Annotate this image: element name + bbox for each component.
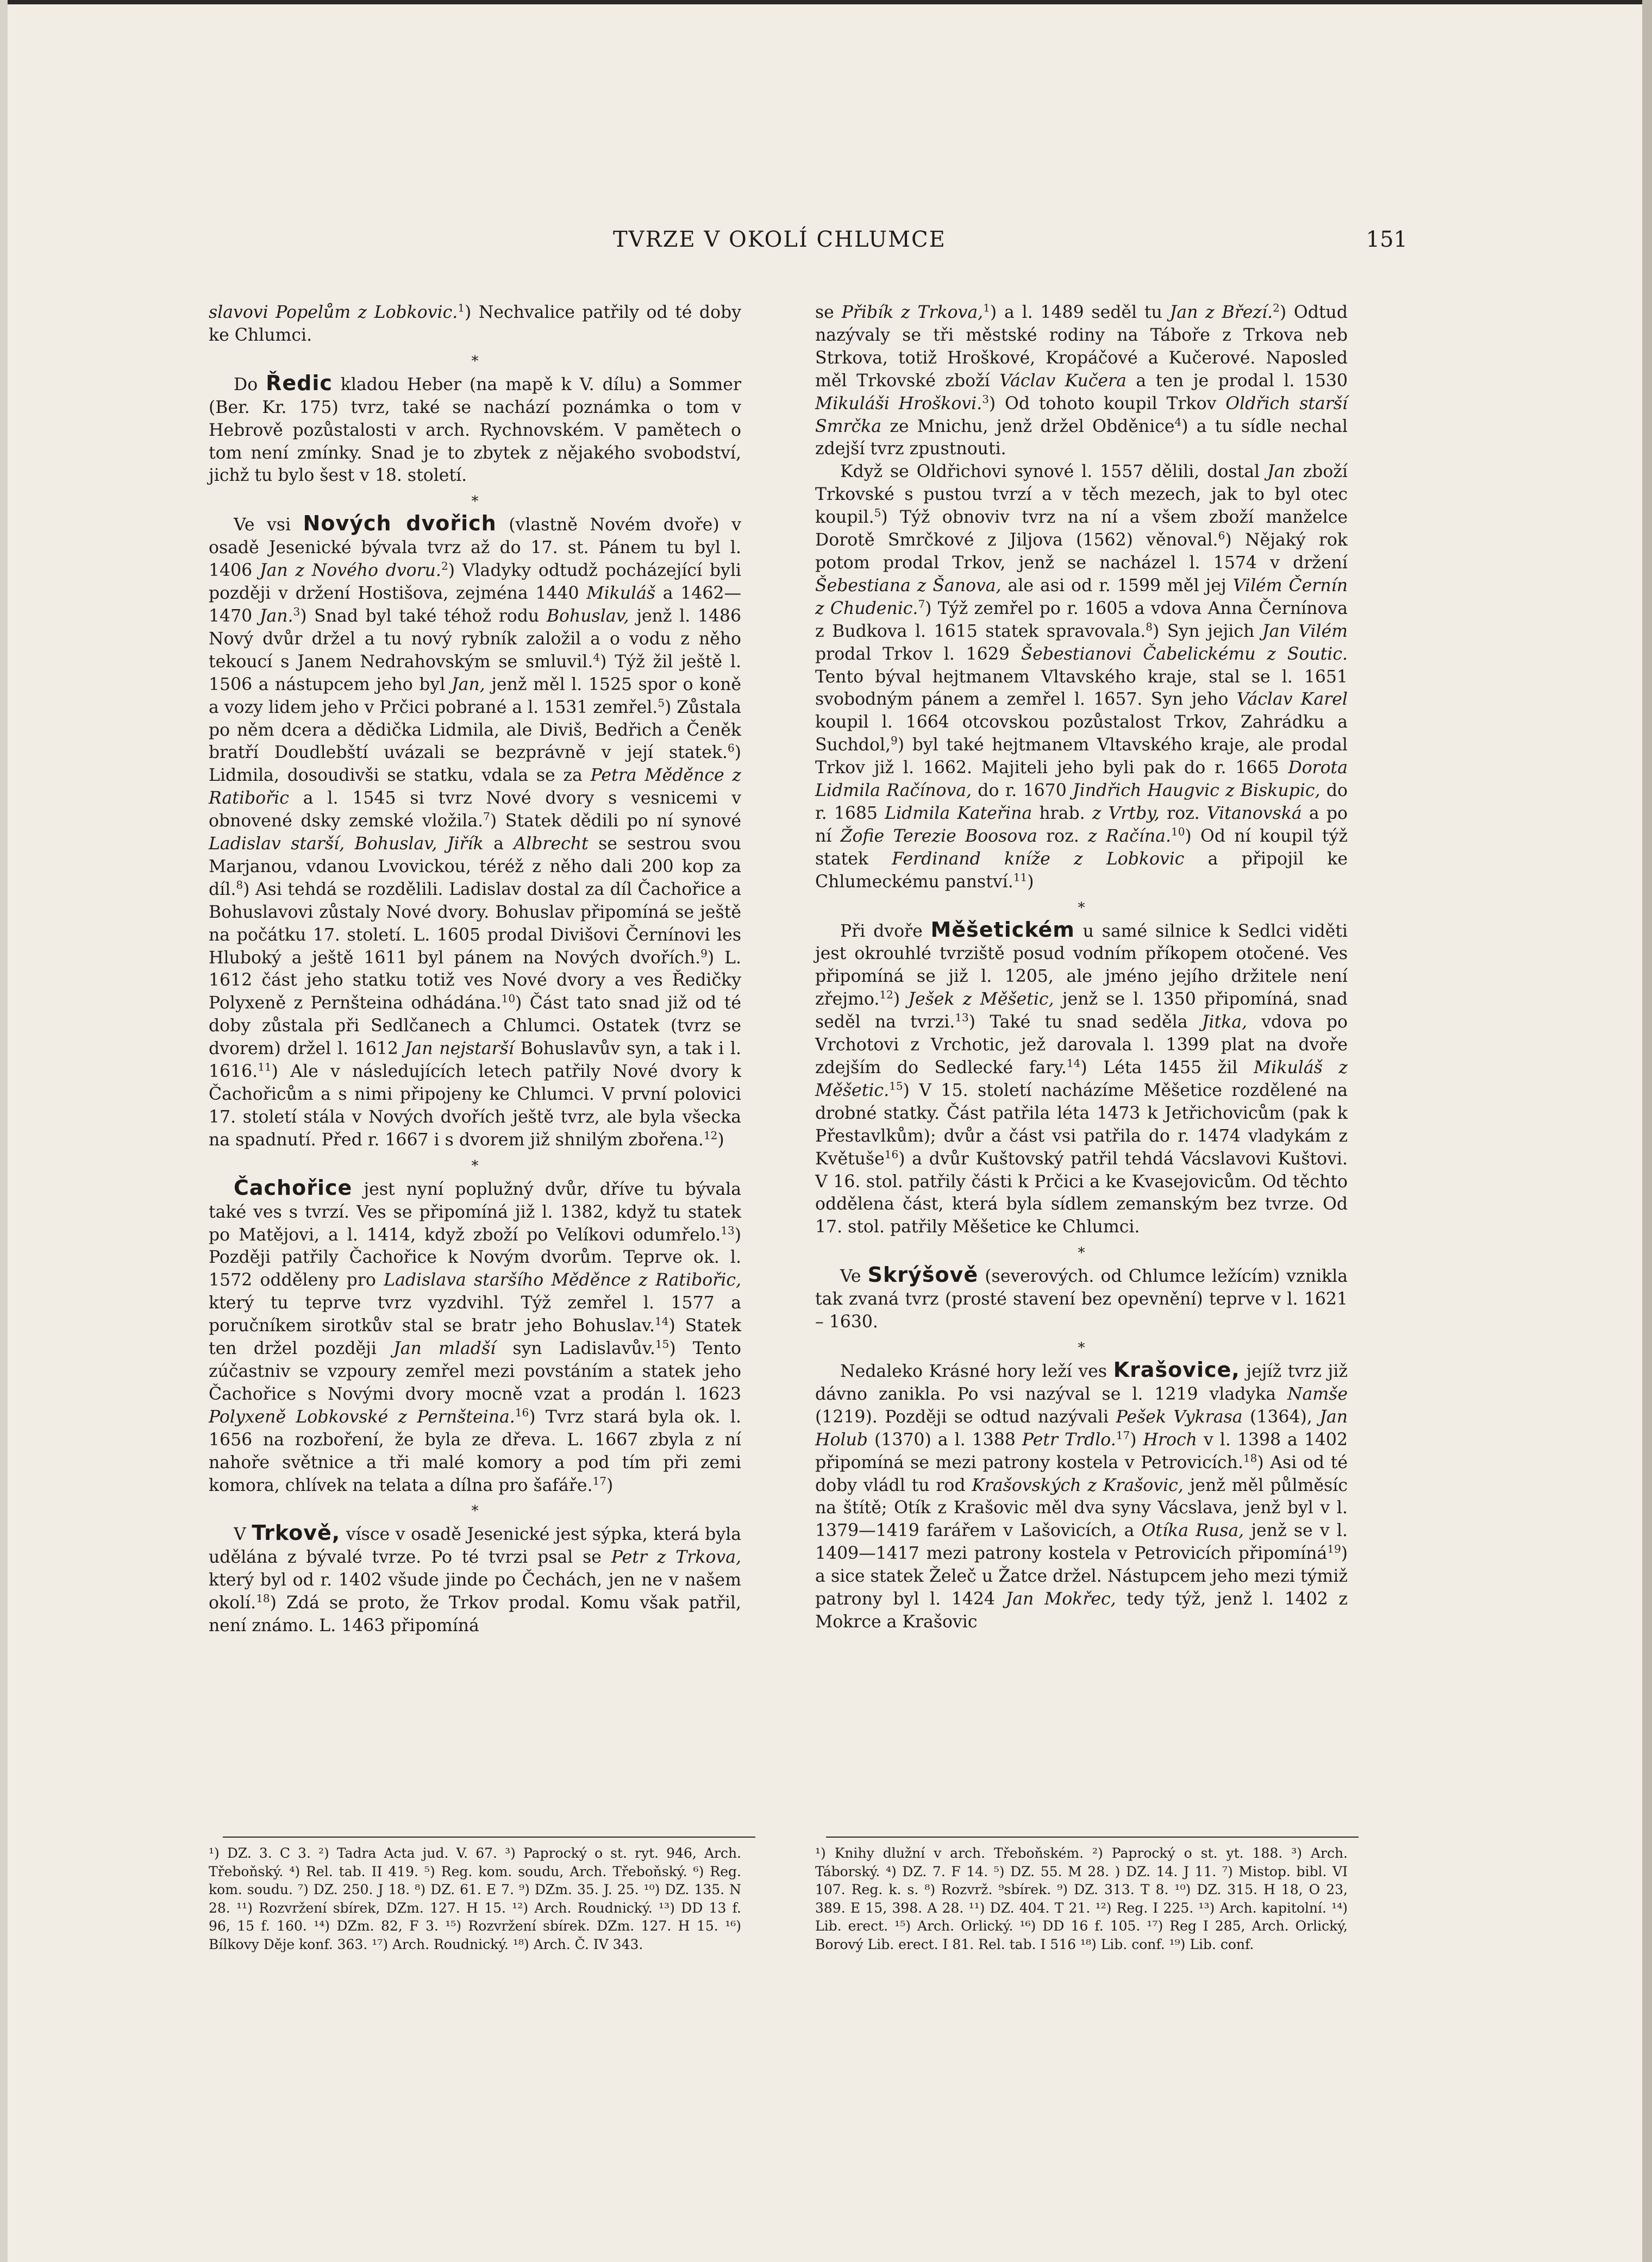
body-text: do r. 1685 xyxy=(815,781,1348,823)
person-name: Jan mladší xyxy=(393,1339,496,1359)
person-name: Jan, xyxy=(451,674,485,694)
body-text: ) Léta 1455 žil xyxy=(1080,1058,1254,1077)
footnote-ref: 16 xyxy=(884,1148,899,1161)
section-separator: * xyxy=(471,1157,479,1174)
left-page-edge xyxy=(0,0,8,2262)
section-separator: * xyxy=(1078,1339,1085,1356)
body-text: ) Od ní koupil týž statek xyxy=(815,826,1348,869)
body-text: Při dvoře xyxy=(840,921,931,941)
body-text: (1219). Později se odtud nazývali xyxy=(815,1407,1116,1427)
person-name: Jan nejstarší xyxy=(404,1039,514,1059)
body-text: ) Snad byl také téhož rodu xyxy=(300,606,547,626)
body-text: ) Později patřily Čachořice k Novým dvorům. Teprve ok. l. 1572 odděleny pro xyxy=(209,1225,741,1290)
footnote-ref: 16 xyxy=(515,1406,529,1419)
body-text: jenž se l. 1350 připomíná, snad seděl na tvrzi. xyxy=(815,989,1348,1032)
person-name: Bohuslav, xyxy=(546,606,629,626)
body-text: Ve xyxy=(840,1267,868,1287)
body-text: a ten je prodal l. 1530 xyxy=(1126,371,1348,391)
body-text: ) Odtud nazývaly se tři městské rodiny na Táboře z Trkova neb Strkova, totiž Hroškové, Kropáčové a Kučerové. Naposled měl Trkovské zboží xyxy=(815,303,1348,391)
person-name: Mikuláš z Měšetic. xyxy=(815,1058,1348,1100)
person-name: Šebestiana z Šanova, xyxy=(815,575,1002,596)
footnote-ref: 13 xyxy=(721,1224,735,1237)
footnote-ref: 17 xyxy=(592,1474,606,1487)
left-column xyxy=(209,302,741,1638)
body-text: a 1462—1470 xyxy=(209,584,741,626)
body-text: Do xyxy=(234,374,266,394)
body-text: (vlastně Novém dvoře) v osadě Jesenické bývala tvrz až do 17. st. Pánem tu byl l. 1406 xyxy=(209,515,741,581)
person-name: Ladislava staršího Měděnce z Ratibořic, xyxy=(384,1270,741,1290)
body-text: ze Mnichu, jenž držel Obděnice xyxy=(881,416,1175,436)
person-name: Jan Mokřec, xyxy=(1005,1589,1116,1609)
person-name: Šebestianovi Čabelickému z Soutic. xyxy=(1021,644,1348,664)
running-head xyxy=(304,227,1413,260)
paragraph-trkov-owners xyxy=(815,461,1348,893)
body-text: ) Lidmila, dosoudivši se statku, vdala se za xyxy=(209,743,741,786)
body-text: kladou Heber (na mapě k V. dílu) a Sommer (Ber. Kr. 175) tvrz, také se nachází poznámka o tom v Hebrově pozůstalosti v arch. Rychnovském. V pamětech o tom není zmínky. Snad je to zbytek z nějakého svobodství, jichž tu bylo šest v 18. století. xyxy=(209,374,741,486)
footnote-ref: 15 xyxy=(655,1337,669,1351)
person-name: Pešek Vykrasa xyxy=(1116,1407,1243,1427)
person-name: Jan Holub xyxy=(815,1407,1348,1450)
body-text: roz. xyxy=(1159,803,1207,823)
person-name: Václav Karel xyxy=(1236,690,1348,710)
person-name: Polyxeně Lobkovské z Pernšteina. xyxy=(209,1407,515,1427)
place-heading: Nových dvořich xyxy=(303,511,497,536)
paragraph-redice xyxy=(209,372,741,488)
body-text: vdova po Vrchotovi z Vrchotic, jež darovala l. 1399 plat na dvoře zdejším do Sedlecké fary. xyxy=(815,1012,1348,1077)
body-text: koupil l. 1664 otcovskou pozůstalost Trkov, Zahrádku a Suchdol, xyxy=(815,712,1348,755)
person-name: Mikuláši Hroškovi. xyxy=(815,393,983,413)
person-name: slavovi Popelům z Lobkovic. xyxy=(209,303,458,322)
footnote-ref: 4 xyxy=(593,650,600,664)
footnote-ref: 10 xyxy=(501,992,516,1005)
footnote-ref: 9 xyxy=(700,947,708,960)
footnote-ref: 12 xyxy=(703,1129,718,1142)
footnote-ref: 14 xyxy=(1066,1056,1081,1070)
person-name: Ješek z Měšetic, xyxy=(908,989,1054,1010)
body-text: ale asi od r. 1599 měl jej xyxy=(1001,575,1233,596)
place-heading: Měšetickém xyxy=(930,917,1075,942)
footnote-ref: 7 xyxy=(483,810,490,823)
footnote-rule-left xyxy=(223,1837,755,1838)
body-text: který tu teprve tvrz vyzdvihl. Týž zemřel l. 1577 a poručníkem sirotkův stal se bratr jeho Bohuslav. xyxy=(209,1293,741,1336)
footnote-ref: 3 xyxy=(293,605,301,618)
person-name: Albrecht xyxy=(514,834,589,854)
section-separator: * xyxy=(471,353,479,369)
body-text: Bohuslavův syn, a tak i l. 1616. xyxy=(209,1039,741,1082)
person-name: Krašovských z Krašovic, xyxy=(972,1475,1184,1495)
body-text: ) a dvůr Kuštovský patřil tehdá Vácslavovi Kuštovi. V 16. stol. patřily části k Prčici a ke Kvasejovicům. Od těchto oddělena část, která byla sídlem zemanským bez tvrze. Od 17. stol. patřily Měšetice ke Chlumci. xyxy=(815,1149,1348,1237)
footnote-ref: 17 xyxy=(1116,1428,1130,1442)
person-name: Lidmila Kateřina xyxy=(885,803,1032,823)
footnote-ref: 15 xyxy=(889,1079,903,1093)
paragraph-krasovice xyxy=(815,1359,1348,1634)
body-text: Nedaleko Krásné hory leží ves xyxy=(840,1361,1113,1381)
section-separator: * xyxy=(471,1503,479,1520)
footnote-ref: 2 xyxy=(441,559,448,573)
footnote-ref: 9 xyxy=(891,734,898,747)
person-name: Mikuláš xyxy=(586,584,656,604)
body-text: prodal Trkov l. 1629 xyxy=(815,644,1021,664)
paragraph-trkov-continued xyxy=(815,302,1348,461)
body-text: ) Statek dědili po ní synové xyxy=(490,811,741,831)
body-text: vísce v osadě Jesenické jest sýpka, která byla udělána z bývalé tvrze. Po té tvrzi psal se xyxy=(209,1525,741,1568)
person-name: Hroch xyxy=(1143,1430,1197,1450)
body-text: ) L. 1612 část jeho statku totiž ves Nové dvory a ves Ředičky Polyxeně z Pernšteina odhádána. xyxy=(209,948,741,1013)
body-text: ) xyxy=(1027,872,1034,892)
body-text: a připojil ke Chlumeckému panství. xyxy=(815,849,1348,892)
right-column xyxy=(815,302,1348,1634)
book-spine-edge xyxy=(1642,0,1652,2262)
person-name: Vitanovská xyxy=(1206,803,1302,823)
person-name: Jan Vilém xyxy=(1262,621,1348,641)
body-text: se xyxy=(815,303,842,322)
body-text: Ve vsi xyxy=(234,515,303,535)
body-text: a po ní xyxy=(815,803,1348,846)
place-heading: Krašovice, xyxy=(1113,1357,1240,1382)
top-edge-rule xyxy=(0,0,1652,4)
body-text: (severových. od Chlumce ležícím) vznikla tak zvaná tvrz (prosté stavení bez opevnění) teprve v l. 1621 – 1630. xyxy=(815,1267,1348,1332)
person-name: Petra Měděnce z Ratibořic xyxy=(209,766,741,809)
person-name: Přibík z Trkova, xyxy=(841,303,984,322)
paragraph-cachorice xyxy=(209,1177,741,1497)
person-name: z Vrtby, xyxy=(1092,803,1160,823)
person-name: Namše xyxy=(1287,1384,1348,1404)
page-number: 151 xyxy=(1366,227,1407,252)
body-text: jenž měl l. 1525 spor o koně a vozy lidem jeho v Prčici pobrané a l. 1531 zemřel. xyxy=(209,674,741,717)
body-text: ) a l. 1489 seděl tu xyxy=(990,303,1170,322)
body-text: ) xyxy=(893,989,909,1010)
body-text: ) xyxy=(606,1475,614,1495)
person-name: Jindřich Haugvic z Biskupic, xyxy=(1073,781,1321,801)
body-text: syn Ladislavův. xyxy=(496,1339,655,1359)
section-separator: * xyxy=(471,493,479,510)
body-text: jest nyní poplužný dvůr, dříve tu bývala také ves s tvrzí. Ves se připomíná již l. 1382, když tu statek po Matějovi, a l. 1414, když zboží po Velíkovi odumřelo. xyxy=(209,1179,741,1245)
footnote-ref: 8 xyxy=(236,878,243,892)
person-name: Vilém Černín z Chudenic. xyxy=(815,575,1348,618)
footnote-ref: 8 xyxy=(1146,620,1153,634)
footnote-ref: 1 xyxy=(983,301,990,315)
body-text: ) Týž zemřel po r. 1605 a vdova Anna Černínova z Budkova l. 1615 statek spravovala. xyxy=(815,598,1348,641)
person-name: Jan xyxy=(1267,462,1296,482)
person-name: Jitka, xyxy=(1202,1012,1248,1032)
body-text: do r. 1670 xyxy=(972,781,1073,801)
body-text: ) Také tu snad seděla xyxy=(968,1012,1202,1032)
body-text: ) V 15. století nacházíme Měšetice rozdělené na drobné statky. Část patřila léta 1473 k Jetřichovicům (pak k Přestavlkům); dvůr a část vsi patřila do r. 1474 vladykám z Květuše xyxy=(815,1080,1348,1169)
paragraph-nove-dvory xyxy=(209,512,741,1151)
body-text: roz. xyxy=(1037,826,1088,846)
body-text: ) Týž obnoviv tvrz na ní a všem zboží manželce Dorotě Smrčkové z Jiljova (1562) věnoval. xyxy=(815,507,1348,550)
footnote-ref: 6 xyxy=(727,741,735,755)
body-text: tedy týž, jenž l. 1402 z Mokrce a Krašovic xyxy=(815,1589,1348,1632)
body-text: Když se Oldřichovi synové l. 1557 dělili, dostal xyxy=(840,462,1267,482)
running-title: TVRZE V OKOLÍ CHLUMCE xyxy=(613,227,946,252)
section-separator: * xyxy=(1078,899,1085,916)
body-text: ) Nějaký rok potom prodal Trkov, jenž se nacházel l. 1574 v držení xyxy=(815,530,1348,573)
body-text: a l. 1545 si tvrz Nové dvory s vesnicemi v obnovené dsky zemské vložila. xyxy=(209,788,741,831)
footnote-ref: 5 xyxy=(658,696,665,710)
footnote-ref: 11 xyxy=(1013,870,1028,884)
person-name: Žofie Terezie Boosova xyxy=(840,826,1037,846)
paragraph-nechvalice xyxy=(209,302,741,347)
body-text: ) a tu sídle nechal zdejší tvrz zpustnouti. xyxy=(815,416,1348,459)
paragraph-trkov xyxy=(209,1522,741,1638)
place-heading: Ředic xyxy=(266,371,333,395)
person-name: Ferdinand kníže z Lobkovic xyxy=(892,849,1185,869)
footnote-ref: 2 xyxy=(1273,301,1280,315)
body-text: u samé silnice k Sedlci viděti jest okrouhlé tvrziště posud vodním příkopem otočené. Ves připomíná se již l. 1205, ale jméno jejího držitele není zřejmo. xyxy=(815,921,1348,1010)
body-text: ) Tvrz stará byla ok. l. 1656 na rozboření, že byla ze dřeva. L. 1667 zbyla z ní nahoře světnice a tři malé komory a pod tím při zemi komora, chlívek na telata a dílna pro šafáře. xyxy=(209,1407,741,1495)
footnote-ref: 19 xyxy=(1327,1542,1341,1556)
body-text: jenž l. 1486 Nový dvůr držel a tu nový rybník založil a o vodu z něho tekoucí s Janem Nedrahovským se smluvil. xyxy=(209,606,741,672)
person-name: Oldřich starší Smrčka xyxy=(815,393,1348,436)
footnotes-right: ¹) Knihy dlužní v arch. Třeboňském. ²) Paprocký o st. yt. 188. ³) Arch. Táborský. ⁴) DZ. 7. F 14. ⁵) DZ. 55. M 28. ) DZ. 14. J 11. ⁷) Mistop. bibl. VI 107. Reg. k. s. ⁸) Rozvrž. ⁹sbírek. ⁹) DZ. 313. T 8. ¹⁰) DZ. 315. H 18, O 23, 389. E 15, 398. A 28. ¹¹) DZ. 404. T 21. ¹²) Reg. I 225. ¹³) Arch. kapitolní. ¹⁴) Lib. erect. ¹⁵) Arch. Orlický. ¹⁶) DD 16 f. 105. ¹⁷) Reg I 285, Arch. Orlický, Borový Lib. erect. I 81. Rel. tab. I 516 ¹⁸) Lib. conf. ¹⁹) Lib. conf. xyxy=(815,1845,1348,1952)
body-text: ) Ale v následujících letech patřily Nové dvory k Čachořicům a s nimi připojeny ke Chlumci. V první polovici 17. století stála v Nových dvořích ještě tvrz, ale byla všecka na spadnutí. Před r. 1667 i s dvorem již shnilým zbořena. xyxy=(209,1062,741,1150)
body-text: ) Syn jejich xyxy=(1153,621,1262,641)
body-text: ) byl také hejtmanem Vltavského kraje, ale prodal Trkov již l. 1662. Majiteli jeho byli pak do r. 1665 xyxy=(815,735,1348,778)
footnote-ref: 13 xyxy=(955,1011,969,1024)
body-text: ) Statek ten držel později xyxy=(209,1316,741,1359)
footnote-ref: 5 xyxy=(874,506,881,519)
footnotes-left: ¹) DZ. 3. C 3. ²) Tadra Acta jud. V. 67. ³) Paprocký o st. ryt. 946, Arch. Třeboňský. ⁴) Rel. tab. II 419. ⁵) Reg. kom. soudu, Arch. Třeboňský. ⁶) Reg. kom. soudu. ⁷) DZ. 250. J 18. ⁸) DZ. 61. E 7. ⁹) DZm. 35. J. 25. ¹⁰) DZ. 135. N 28. ¹¹) Rozvržení sbírek, DZm. 127. H 15. ¹²) Arch. Roudnický. ¹³) DD 13 f. 96, 15 f. 160. ¹⁴) DZm. 82, F 3. ¹⁵) Rozvržení sbírek. DZm. 127. H 15. ¹⁶) Bílkovy Děje konf. 363. ¹⁷) Arch. Roudnický. ¹⁸) Arch. Č. IV 343. xyxy=(209,1845,741,1952)
body-text: V xyxy=(234,1525,252,1545)
footnote-ref: 10 xyxy=(1171,825,1185,838)
footnote-ref: 1 xyxy=(458,301,465,315)
body-text: ) Týž žil ještě l. 1506 a nástupcem jeho byl xyxy=(209,651,741,694)
body-text: hrab. xyxy=(1032,803,1092,823)
body-text: v l. 1398 a 1402 připomíná se mezi patrony kostela v Petrovicích. xyxy=(815,1430,1348,1473)
body-text: ) Zdá se proto, že Trkov prodal. Komu však patřil, není známo. L. 1463 připomíná xyxy=(209,1593,741,1636)
person-name: Petr Trdlo. xyxy=(1022,1430,1116,1450)
body-text: ) Část tato snad již od té doby zůstala při Sedlčanech a Chlumci. Ostatek (tvrz se dvorem) držel l. 1612 xyxy=(209,993,741,1059)
body-text: ) Zůstala po něm dcera a dědička Lidmila, ale Diviš, Bedřich a Čeněk bratří Doudlebští uvázali se bezprávně v její statek. xyxy=(209,697,742,763)
body-text: ) Vladyky odtudž pocházející byli později v držení Hostišova, zejména 1440 xyxy=(209,561,741,604)
body-text: ) a sice statek Želeč u Žatce držel. Nástupcem jeho mezi týmiž patrony byl l. 1424 xyxy=(815,1544,1348,1609)
person-name: Dorota Lidmila Račínova, xyxy=(815,758,1348,801)
footnote-ref: 3 xyxy=(982,392,989,406)
body-text: ) Asi tehdá se rozdělili. Ladislav dostal za díl Čachořice a Bohuslavovi zůstaly Nové dvory. Bohuslav připomíná se ještě na počátku 17. století. L. 1605 prodal Divišovi Černínovi les Hluboký a ještě 1611 byl pánem na Nových dvořích. xyxy=(209,879,741,968)
body-text: ) Nechvalice patřily od té doby ke Chlumci. xyxy=(209,303,741,345)
person-name: Petr z Trkova, xyxy=(611,1547,741,1568)
footnote-ref: 12 xyxy=(879,988,893,1001)
body-text: ) xyxy=(1130,1430,1143,1450)
section-separator: * xyxy=(1078,1245,1085,1262)
body-text: zboží Trkovské s pustou tvrzí a v těch mezech, jak to byl otec koupil. xyxy=(815,462,1348,528)
person-name: Jan. xyxy=(259,606,293,626)
footnote-ref: 18 xyxy=(256,1591,270,1605)
paragraph-skrysov xyxy=(815,1264,1348,1334)
body-text: (1364), xyxy=(1242,1407,1320,1427)
footnote-ref: 11 xyxy=(258,1060,272,1074)
paragraph-mesetice xyxy=(815,919,1348,1239)
footnote-ref: 14 xyxy=(654,1314,669,1328)
body-text: ) xyxy=(717,1130,724,1150)
body-text: jenž měl půlměsíc na štítě; Otík z Krašovic měl dva syny Vácslava, jenž byl v l. 1379—1419 farářem v Lašovicích, a xyxy=(815,1475,1348,1541)
body-text: ) Od tohoto koupil Trkov xyxy=(988,393,1226,413)
person-name: Ladislav starší, Bohuslav, Jiřík xyxy=(209,834,484,854)
body-text: a xyxy=(483,834,514,854)
person-name: Jan z Nového dvoru. xyxy=(259,561,441,581)
person-name: Otíka Rusa, xyxy=(1141,1521,1244,1541)
footnote-ref: 7 xyxy=(918,597,925,611)
place-heading: Skrýšově xyxy=(867,1263,979,1287)
body-text: ) Asi od té doby vládl tu rod xyxy=(815,1452,1348,1495)
person-name: Jan z Březí. xyxy=(1169,303,1273,322)
body-text: (1370) a l. 1388 xyxy=(867,1430,1022,1450)
body-text: ) Tento zúčastniv se vzpoury zemřel mezi povstáním a statek jeho Čachořice s Novými dvory mocně vzat a prodán l. 1623 xyxy=(209,1339,741,1404)
person-name: z Račína. xyxy=(1088,826,1171,846)
place-heading: Čachořice xyxy=(234,1175,353,1200)
body-text: se sestrou svou Marjanou, vdanou Lvovickou, téréž z něho dali 200 kop za díl. xyxy=(209,834,741,899)
body-text: který byl od r. 1402 všude jinde po Čechách, jen ne v našem okolí. xyxy=(209,1570,741,1613)
place-heading: Trkově, xyxy=(252,1521,341,1545)
body-text: jejíž tvrz již dávno zanikla. Po vsi nazýval se l. 1219 vladyka xyxy=(815,1361,1348,1404)
footnote-ref: 18 xyxy=(1243,1451,1257,1465)
footnote-ref: 4 xyxy=(1174,415,1182,429)
person-name: Václav Kučera xyxy=(999,371,1127,391)
footnote-ref: 6 xyxy=(1218,529,1225,542)
body-text: jenž se v l. 1409—1417 mezi patrony kostela v Petrovicích připomíná xyxy=(815,1521,1348,1564)
body-text: Tento býval hejtmanem Vltavského kraje, stal se l. 1651 svobodným pánem a zemřel l. 1657. Syn jeho xyxy=(815,667,1348,710)
footnote-rule-right xyxy=(826,1837,1359,1838)
